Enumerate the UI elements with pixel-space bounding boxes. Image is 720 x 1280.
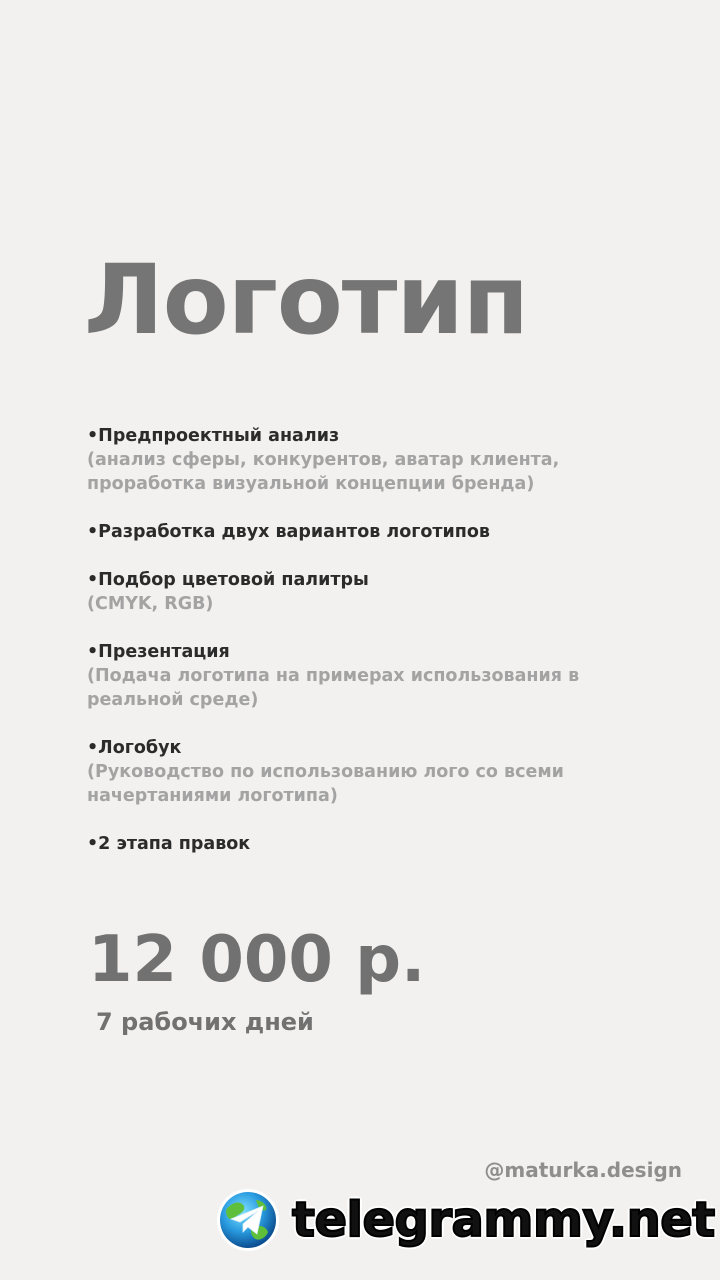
service-item [87, 832, 687, 856]
watermark [216, 1186, 715, 1254]
services-list [87, 424, 687, 880]
telegram-globe-icon [216, 1188, 280, 1252]
duration: 7 рабочих дней [96, 1008, 314, 1036]
service-title: •Подбор цветовой палитры [87, 570, 369, 590]
price: 12 000 р. [88, 923, 426, 997]
service-description: (CMYK, RGB) [87, 594, 214, 614]
service-item [87, 568, 687, 616]
service-item [87, 640, 687, 712]
service-title: •Предпроектный анализ [87, 426, 340, 446]
instagram-handle[interactable]: @maturka.design [484, 1158, 682, 1182]
service-description: (анализ сферы, конкурентов, аватар клиента, проработка визуальной концепции бренда) [87, 450, 560, 494]
service-title: •2 этапа правок [87, 834, 251, 854]
service-title: •Презентация [87, 642, 230, 662]
watermark-text: telegrammy.net [292, 1192, 715, 1248]
page-title: Логотип [84, 244, 529, 356]
service-title: •Логобук [87, 738, 182, 758]
service-item [87, 424, 687, 496]
service-item [87, 520, 687, 544]
service-description: (Подача логотипа на примерах использования в реальной среде) [87, 666, 580, 710]
service-title: •Разработка двух вариантов логотипов [87, 522, 490, 542]
service-item [87, 736, 687, 808]
service-description: (Руководство по использованию лого со всеми начертаниями логотипа) [87, 762, 564, 806]
